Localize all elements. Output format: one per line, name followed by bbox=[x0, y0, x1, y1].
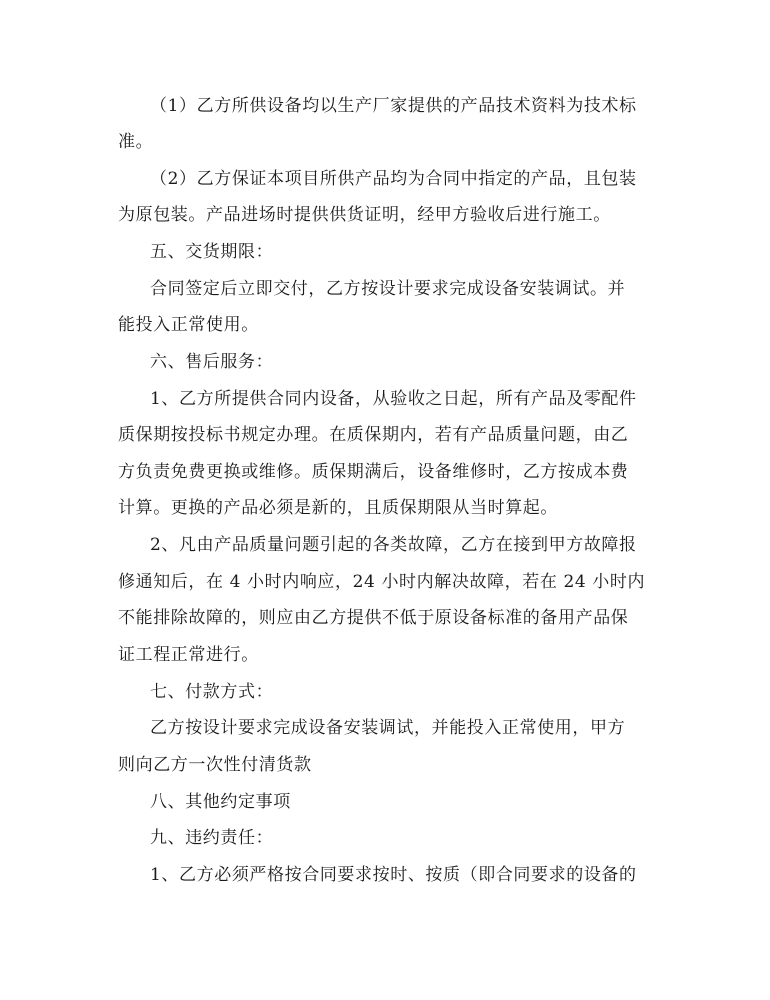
section-heading: 七、付款方式： bbox=[150, 682, 274, 702]
paragraph-line: 计算。更换的产品必须是新的，且质保期限从当时算起。 bbox=[118, 498, 558, 518]
paragraph-line: 证工程正常进行。 bbox=[118, 645, 259, 665]
paragraph-line: 不能排除故障的，则应由乙方提供不低于原设备标准的备用产品保 bbox=[118, 608, 629, 628]
paragraph-line: 为原包装。产品进场时提供供货证明，经甲方验收后进行施工。 bbox=[118, 205, 611, 225]
paragraph-line: 1、乙方所提供合同内设备，从验收之日起，所有产品及零配件 bbox=[150, 389, 637, 409]
paragraph-line: 能投入正常使用。 bbox=[118, 315, 259, 335]
paragraph-line: 准。 bbox=[118, 132, 154, 152]
paragraph-line: 1、乙方必须严格按合同要求按时、按质（即合同要求的设备的 bbox=[150, 865, 637, 885]
paragraph-line: 乙方按设计要求完成设备安装调试，并能投入正常使用，甲方 bbox=[150, 718, 626, 738]
paragraph-line: 则向乙方一次性付清货款 bbox=[118, 755, 312, 775]
section-heading: 六、售后服务： bbox=[150, 352, 274, 372]
section-heading: 八、其他约定事项 bbox=[150, 792, 291, 812]
paragraph-line: 修通知后，在 4 小时内响应，24 小时内解决故障，若在 24 小时内 bbox=[118, 572, 646, 592]
paragraph-line: （1）乙方所供设备均以生产厂家提供的产品技术资料为技术标 bbox=[150, 96, 637, 116]
paragraph-line: 方负责免费更换或维修。质保期满后，设备维修时，乙方按成本费 bbox=[118, 462, 629, 482]
paragraph-line: 2、凡由产品质量问题引起的各类故障，乙方在接到甲方故障报 bbox=[150, 535, 637, 555]
paragraph-line: 合同签定后立即交付，乙方按设计要求完成设备安装调试。并 bbox=[150, 279, 626, 299]
paragraph-line: 质保期按投标书规定办理。在质保期内，若有产品质量问题，由乙 bbox=[118, 425, 629, 445]
section-heading: 九、违约责任： bbox=[150, 828, 274, 848]
section-heading: 五、交货期限： bbox=[150, 242, 274, 262]
paragraph-line: （2）乙方保证本项目所供产品均为合同中指定的产品，且包装 bbox=[150, 169, 637, 189]
